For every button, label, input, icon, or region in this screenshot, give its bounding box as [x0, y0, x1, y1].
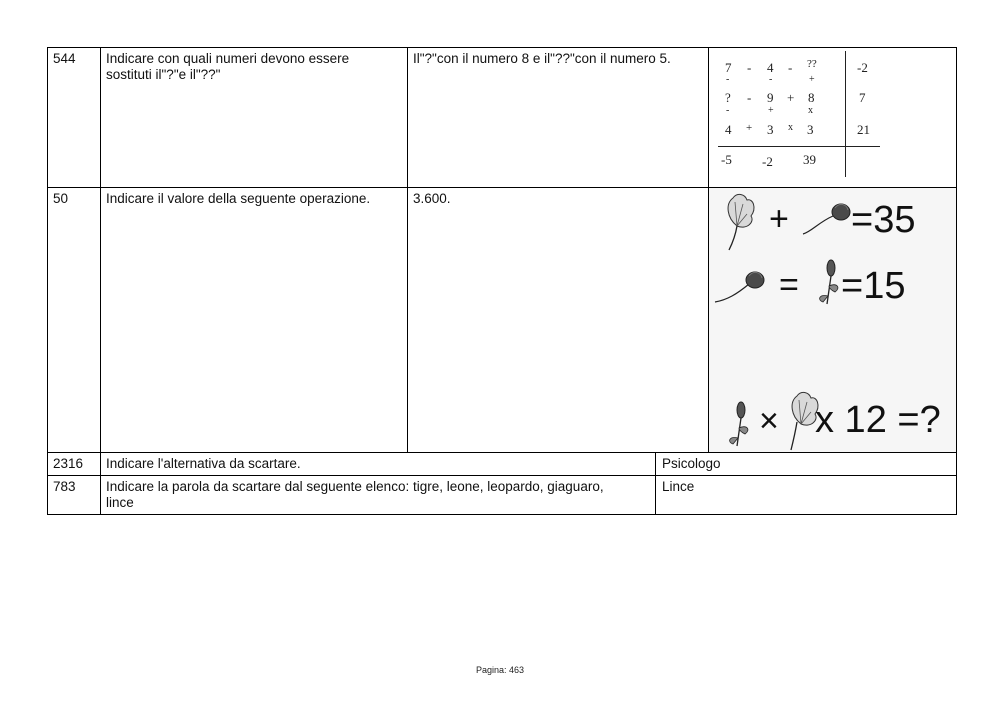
row-id: 783: [53, 479, 76, 494]
equation-result: =35: [851, 199, 916, 241]
grid-cell: -: [726, 105, 730, 116]
col-result: 39: [803, 152, 816, 167]
answer-text: Lince: [662, 479, 695, 494]
question-text: Indicare il valore della seguente operazione.: [106, 191, 371, 206]
page-number: Pagina: 463: [475, 665, 525, 675]
grid-cell: x: [788, 122, 793, 133]
grid-cell: x: [808, 105, 813, 116]
grid-cell: 3: [807, 122, 814, 137]
operator-equals: =: [779, 266, 799, 304]
grid-cell: +: [746, 122, 753, 134]
grid-cell: 9: [767, 90, 774, 105]
grid-cell: 4: [725, 122, 732, 137]
grid-cell: -: [726, 74, 730, 85]
operator-multiply: ×: [759, 402, 779, 440]
flower-puzzle: [709, 188, 956, 452]
flower-bud-icon: [820, 260, 838, 304]
grid-cell: -: [747, 60, 752, 75]
grid-cell: 3: [767, 122, 774, 137]
question-text: Indicare l'alternativa da scartare.: [106, 456, 301, 471]
flower-red-icon: [803, 204, 850, 234]
row-result: 7: [859, 90, 866, 105]
equation-result: x 12 =?: [815, 399, 941, 441]
question-line: lince: [106, 495, 134, 510]
col-result: -2: [762, 154, 773, 169]
grid-cell: ??: [807, 58, 817, 70]
col-result: -5: [721, 152, 732, 167]
flower-pink-icon: [791, 392, 818, 450]
flower-bud-icon: [730, 402, 748, 446]
col-divider: [407, 47, 408, 452]
flower-red-icon: [715, 272, 764, 302]
questions-table: [47, 47, 957, 515]
row-id: 544: [53, 51, 76, 66]
answer-text: Psicologo: [662, 456, 721, 471]
row-id: 50: [53, 191, 69, 206]
grid-divider-vertical: [845, 51, 846, 177]
table-border-left: [47, 47, 48, 515]
row-divider: [47, 452, 957, 453]
question-text: [106, 479, 651, 511]
row-result: -2: [857, 60, 868, 75]
grid-cell: -: [747, 90, 752, 105]
grid-cell: -: [769, 74, 773, 85]
grid-cell: ?: [725, 90, 731, 105]
row-result: 21: [857, 122, 870, 137]
answer-text: Il"?"con il numero 8 e il"??"con il numero 5.: [413, 51, 671, 66]
table-border-bottom: [47, 514, 957, 515]
equation-result: =15: [841, 265, 906, 307]
col-divider: [100, 47, 101, 515]
grid-cell: 4: [767, 60, 774, 75]
row-id: 2316: [53, 456, 84, 471]
question-line: Indicare la parola da scartare dal seguente elenco: tigre, leone, leopardo, giaguaro,: [106, 479, 604, 494]
grid-cell: 7: [725, 60, 732, 75]
flower-pink-icon: [728, 194, 754, 250]
grid-cell: +: [809, 74, 815, 85]
col-divider: [655, 452, 656, 515]
grid-divider-horizontal: [718, 146, 880, 147]
table-border-right: [956, 47, 957, 515]
answer-text: 3.600.: [413, 191, 451, 206]
number-grid: [709, 48, 956, 187]
operator-plus: +: [769, 200, 789, 238]
grid-cell: +: [787, 90, 795, 105]
grid-cell: +: [768, 105, 774, 116]
question-text: Indicare con quali numeri devono essere sostituti il"?"e il"??": [106, 51, 350, 82]
row-divider: [47, 475, 957, 476]
grid-cell: -: [788, 60, 793, 75]
grid-cell: 8: [808, 90, 815, 105]
